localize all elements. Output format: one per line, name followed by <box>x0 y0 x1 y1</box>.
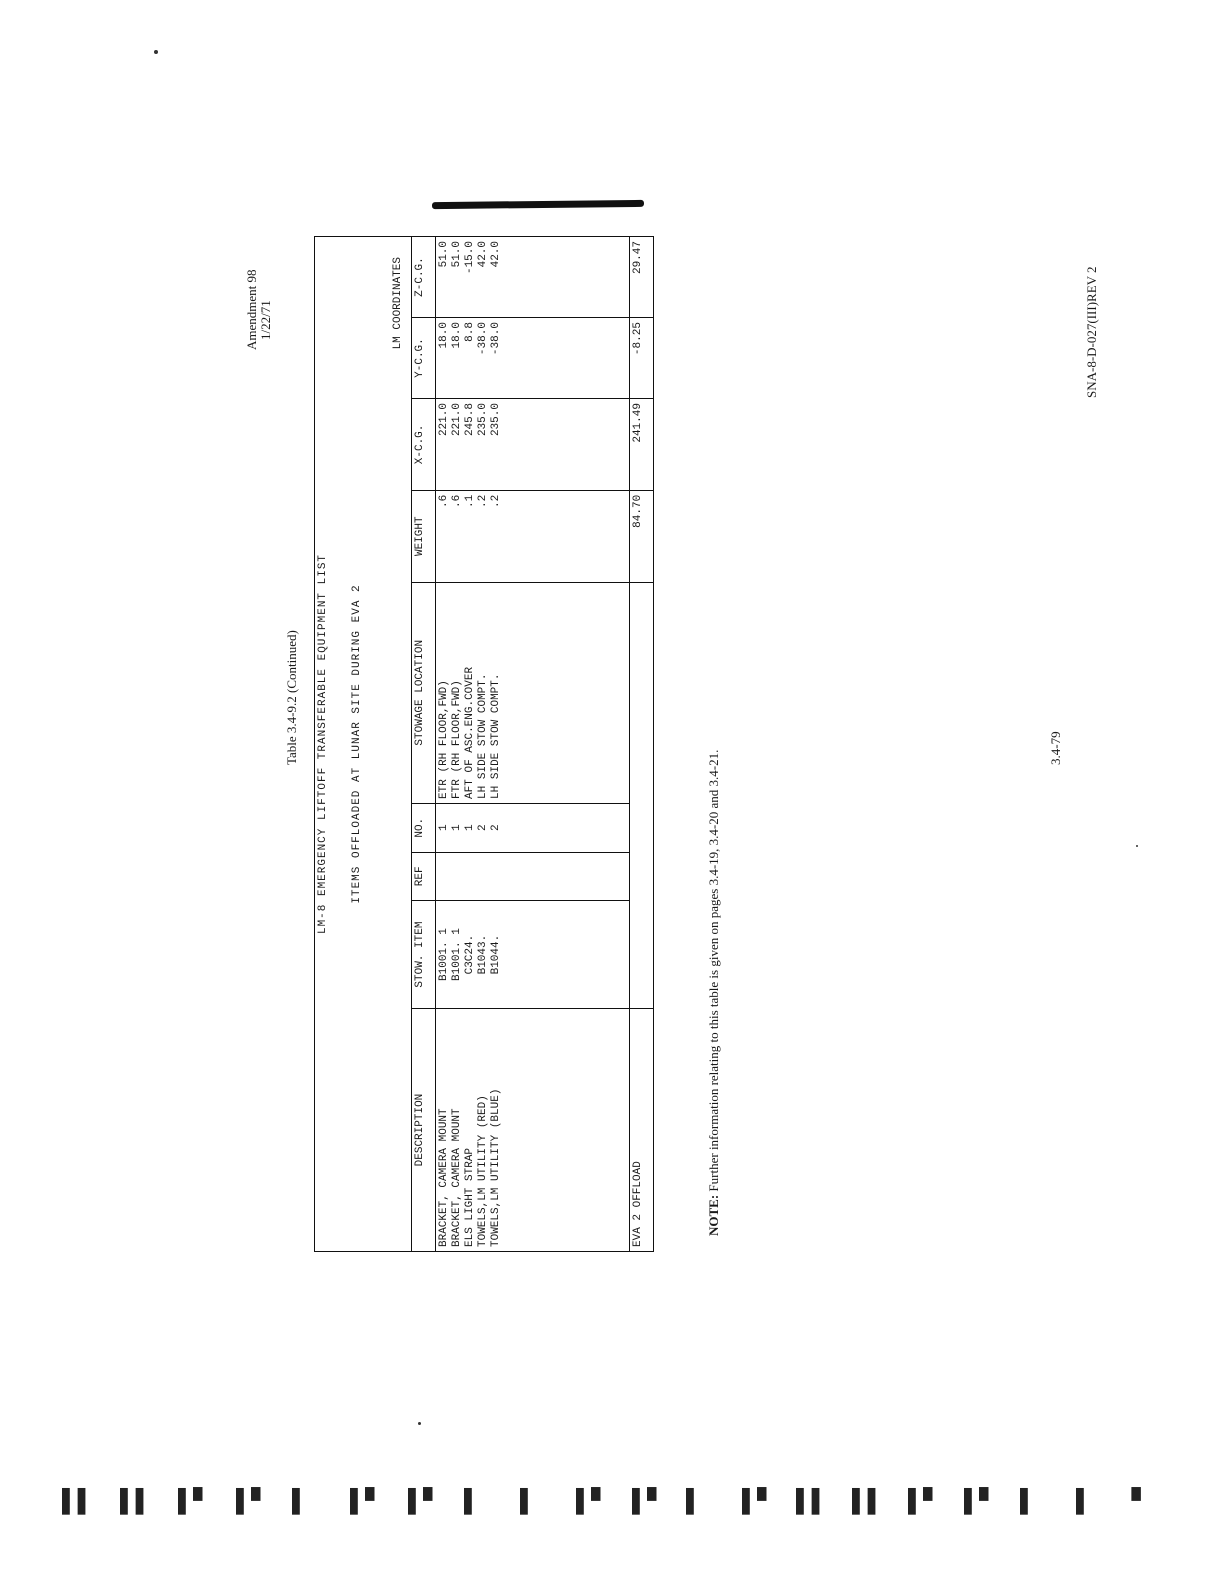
table-row: B1001. 1 <box>451 928 464 981</box>
table-note <box>706 750 722 1236</box>
table-row: FTR (RH FLOOR,FWD) <box>451 680 464 799</box>
scan-mark: ▌▘ <box>408 1488 441 1513</box>
table-row: 1 <box>438 824 451 832</box>
description-cell <box>436 1009 630 1252</box>
table-row: TOWELS,LM UTILITY (BLUE) <box>490 1088 503 1247</box>
scan-mark: ▌ <box>1076 1488 1092 1513</box>
y-cg-cell <box>436 318 630 399</box>
scan-mark: ▌▘ <box>350 1488 383 1513</box>
table-title: LM-8 EMERGENCY LIFTOFF TRANSFERABLE EQUIPMENT LIST <box>315 237 349 1252</box>
table-row: ETR (RH FLOOR,FWD) <box>438 680 451 799</box>
scan-mark: ▌ <box>464 1488 480 1513</box>
table-row: BRACKET, CAMERA MOUNT <box>451 1108 464 1247</box>
scan-mark: ▌▘ <box>908 1488 941 1513</box>
scan-mark: ▌ <box>686 1488 702 1513</box>
table-row: C3C24. <box>464 934 477 975</box>
table-row: 1 <box>464 824 477 832</box>
location-cell <box>436 582 630 803</box>
no-cell <box>436 803 630 852</box>
scan-mark: ▌▘ <box>964 1488 997 1513</box>
z-cg-cell <box>436 237 630 318</box>
scan-mark: ▌▘ <box>178 1488 211 1513</box>
total-y-cg: -8.25 <box>629 318 653 399</box>
table-row: 235.0 <box>477 403 490 437</box>
table-row: 42.0 <box>477 241 490 268</box>
scan-mark: ▌▌ <box>62 1488 94 1513</box>
speck <box>154 50 158 54</box>
scan-mark: ▘ <box>1132 1488 1149 1513</box>
col-stow-item: STOW. ITEM <box>412 901 436 1009</box>
scan-mark: ▌▘ <box>632 1488 665 1513</box>
total-label: EVA 2 OFFLOAD <box>629 1009 653 1252</box>
table-row: -38.0 <box>477 322 490 356</box>
scan-mark: ▌▌ <box>852 1488 884 1513</box>
table-row: .6 <box>451 494 464 509</box>
table-row: 2 <box>477 824 490 832</box>
col-description: DESCRIPTION <box>412 1009 436 1252</box>
col-y-cg: Y-C.G. <box>412 318 436 399</box>
table-row: B1001. 1 <box>438 928 451 981</box>
table-subtitle: ITEMS OFFLOADED AT LUNAR SITE DURING EVA 2 <box>349 237 391 1252</box>
table-row: 18.0 <box>438 322 451 349</box>
x-cg-cell <box>436 399 630 491</box>
table-row: ELS LIGHT STRAP <box>464 1147 477 1247</box>
scan-mark: ▌ <box>292 1488 308 1513</box>
table-row: -15.0 <box>464 241 477 275</box>
total-z-cg: 29.47 <box>629 237 653 318</box>
table-row: .2 <box>490 494 503 509</box>
table-row: 235.0 <box>490 403 503 437</box>
table-row: LH SIDE STOW COMPT. <box>477 673 490 799</box>
col-weight: WEIGHT <box>412 490 436 582</box>
scan-mark: ▌▌ <box>796 1488 828 1513</box>
table-row: TOWELS,LM UTILITY (RED) <box>477 1095 490 1247</box>
scan-mark: ▌▘ <box>742 1488 775 1513</box>
total-spacer <box>629 582 653 1008</box>
scan-mark: ▌ <box>520 1488 536 1513</box>
table-row: 221.0 <box>451 403 464 437</box>
table-row: B1043. <box>477 934 490 975</box>
table-row: 42.0 <box>490 241 503 268</box>
lm-coordinates-header: LM COORDINATES <box>390 237 411 491</box>
table-row: LH SIDE STOW COMPT. <box>490 673 503 799</box>
table-row: 221.0 <box>438 403 451 437</box>
col-ref: REF <box>412 852 436 901</box>
table-caption: Table 3.4-9.2 (Continued) <box>284 630 299 765</box>
scan-footer-marks <box>0 1488 1220 1518</box>
note-text: Further information relating to this table is given on pages 3.4-19, 3.4-20 and 3.4-21. <box>706 749 721 1192</box>
table-row: 51.0 <box>451 241 464 268</box>
document-id: SNA-8-D-027(III)REV 2 <box>1084 266 1099 398</box>
scan-mark: ▌▌ <box>120 1488 152 1513</box>
table-row: .2 <box>477 494 490 509</box>
table-row: -38.0 <box>490 322 503 356</box>
page-number: 3.4-79 <box>1048 731 1063 765</box>
col-stowage-location: STOWAGE LOCATION <box>412 582 436 803</box>
redaction-bar <box>432 200 644 209</box>
speck <box>1136 845 1138 847</box>
weight-cell <box>436 490 630 582</box>
equipment-table <box>314 236 654 1252</box>
table-row: 8.8 <box>464 322 477 342</box>
speck <box>418 1422 421 1425</box>
table-row: 18.0 <box>451 322 464 349</box>
stow-item-cell <box>436 901 630 1009</box>
amendment-line1: Amendment 98 <box>244 269 259 350</box>
scan-mark: ▌▘ <box>576 1488 609 1513</box>
table-row: 245.8 <box>464 403 477 437</box>
scan-mark: ▌ <box>1020 1488 1036 1513</box>
table-row: BRACKET, CAMERA MOUNT <box>438 1108 451 1247</box>
table-row: 51.0 <box>438 241 451 268</box>
table-row: .6 <box>438 494 451 509</box>
total-weight: 84.70 <box>629 490 653 582</box>
total-x-cg: 241.49 <box>629 399 653 491</box>
table-row: B1044. <box>490 934 503 975</box>
col-no: NO. <box>412 803 436 852</box>
scan-mark: ▌▘ <box>236 1488 269 1513</box>
col-x-cg: X-C.G. <box>412 399 436 491</box>
note-label: NOTE: <box>706 1194 721 1236</box>
table-row: 2 <box>490 824 503 832</box>
col-z-cg: Z-C.G. <box>412 237 436 318</box>
ref-cell <box>436 852 630 901</box>
table-row: 1 <box>451 824 464 832</box>
table-row: .1 <box>464 494 477 509</box>
table-row: AFT OF ASC.ENG.COVER <box>464 666 477 799</box>
amendment-line2: 1/22/71 <box>258 300 273 340</box>
